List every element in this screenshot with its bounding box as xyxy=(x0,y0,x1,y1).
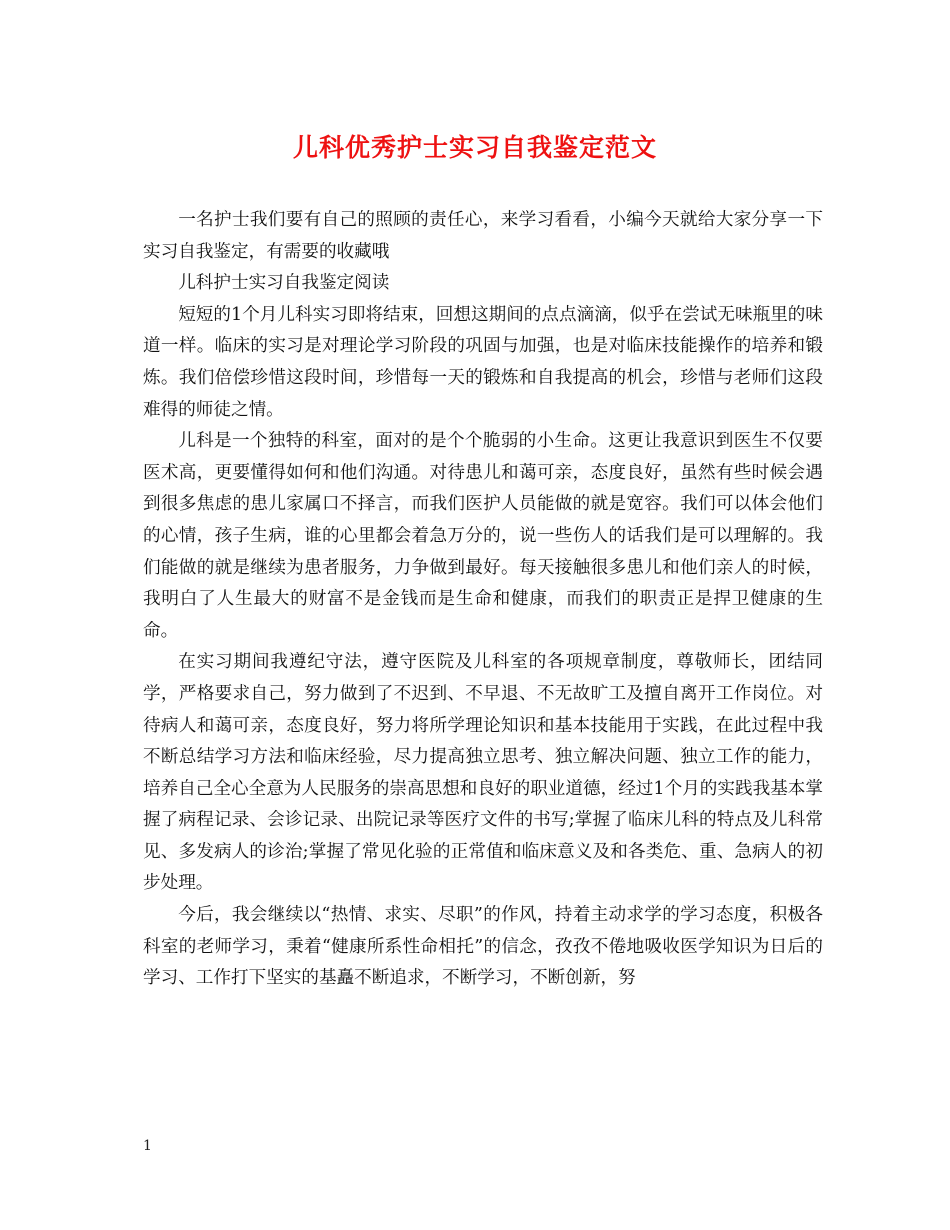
body-paragraph: 今后，我会继续以“热情、求实、尽职”的作风，持着主动求学的学习态度，积极各科室的老师学习，秉着“健康所系性命相托”的信念，孜孜不倦地吸收医学知识为日后的学习、工作打下坚实的基矗不断追求，不断学习，不断创新，努 xyxy=(143,905,823,989)
intro-paragraph: 一名护士我们要有自己的照顾的责任心，来学习看看，小编今天就给大家分享一下实习自我鉴定，有需要的收藏哦 xyxy=(143,210,823,262)
body-paragraph: 在实习期间我遵纪守法，遵守医院及儿科室的各项规章制度，尊敬师长，团结同学，严格要求自己，努力做到了不迟到、不早退、不无故旷工及擅自离开工作岗位。对待病人和蔼可亲，态度良好，努力将所学理论知识和基本技能用于实践，在此过程中我不断总结学习方法和临床经验，尽力提高独立思考、独立解决问题、独立工作的能力，培养自己全心全意为人民服务的崇高思想和良好的职业道德，经过1个月的实践我基本掌握了病程记录、会诊记录、出院记录等医疗文件的书写;掌握了临床儿科的特点及儿科常见、多发病人的诊治;掌握了常见化验的正常值和临床意义及和各类危、重、急病人的初步处理。 xyxy=(143,652,823,894)
document-title: 儿科优秀护士实习自我鉴定范文 xyxy=(292,133,657,162)
document-body xyxy=(143,205,823,995)
body-paragraph: 儿科是一个独特的科室，面对的是个个脆弱的小生命。这更让我意识到医生不仅要医术高，更要懂得如何和他们沟通。对待患儿和蔼可亲，态度良好，虽然有些时候会遇到很多焦虑的患儿家属口不择言，而我们医护人员能做的就是宽容。我们可以体会他们的心情，孩子生病，谁的心里都会着急万分的，说一些伤人的话我们是可以理解的。我们能做的就是继续为患者服务，力争做到最好。每天接触很多患儿和他们亲人的时候，我明白了人生最大的财富不是金钱而是生命和健康，而我们的职责正是捍卫健康的生命。 xyxy=(143,431,823,641)
body-paragraph: 短短的1个月儿科实习即将结束，回想这期间的点点滴滴，似乎在尝试无味瓶里的味道一样。临床的实习是对理论学习阶段的巩固与加强，也是对临床技能操作的培养和锻炼。我们倍偿珍惜这段时间，珍惜每一天的锻炼和自我提高的机会，珍惜与老师们这段难得的师徒之情。 xyxy=(143,304,823,420)
section-heading: 儿科护士实习自我鉴定阅读 xyxy=(178,273,390,294)
page-number: 1 xyxy=(143,1138,152,1154)
